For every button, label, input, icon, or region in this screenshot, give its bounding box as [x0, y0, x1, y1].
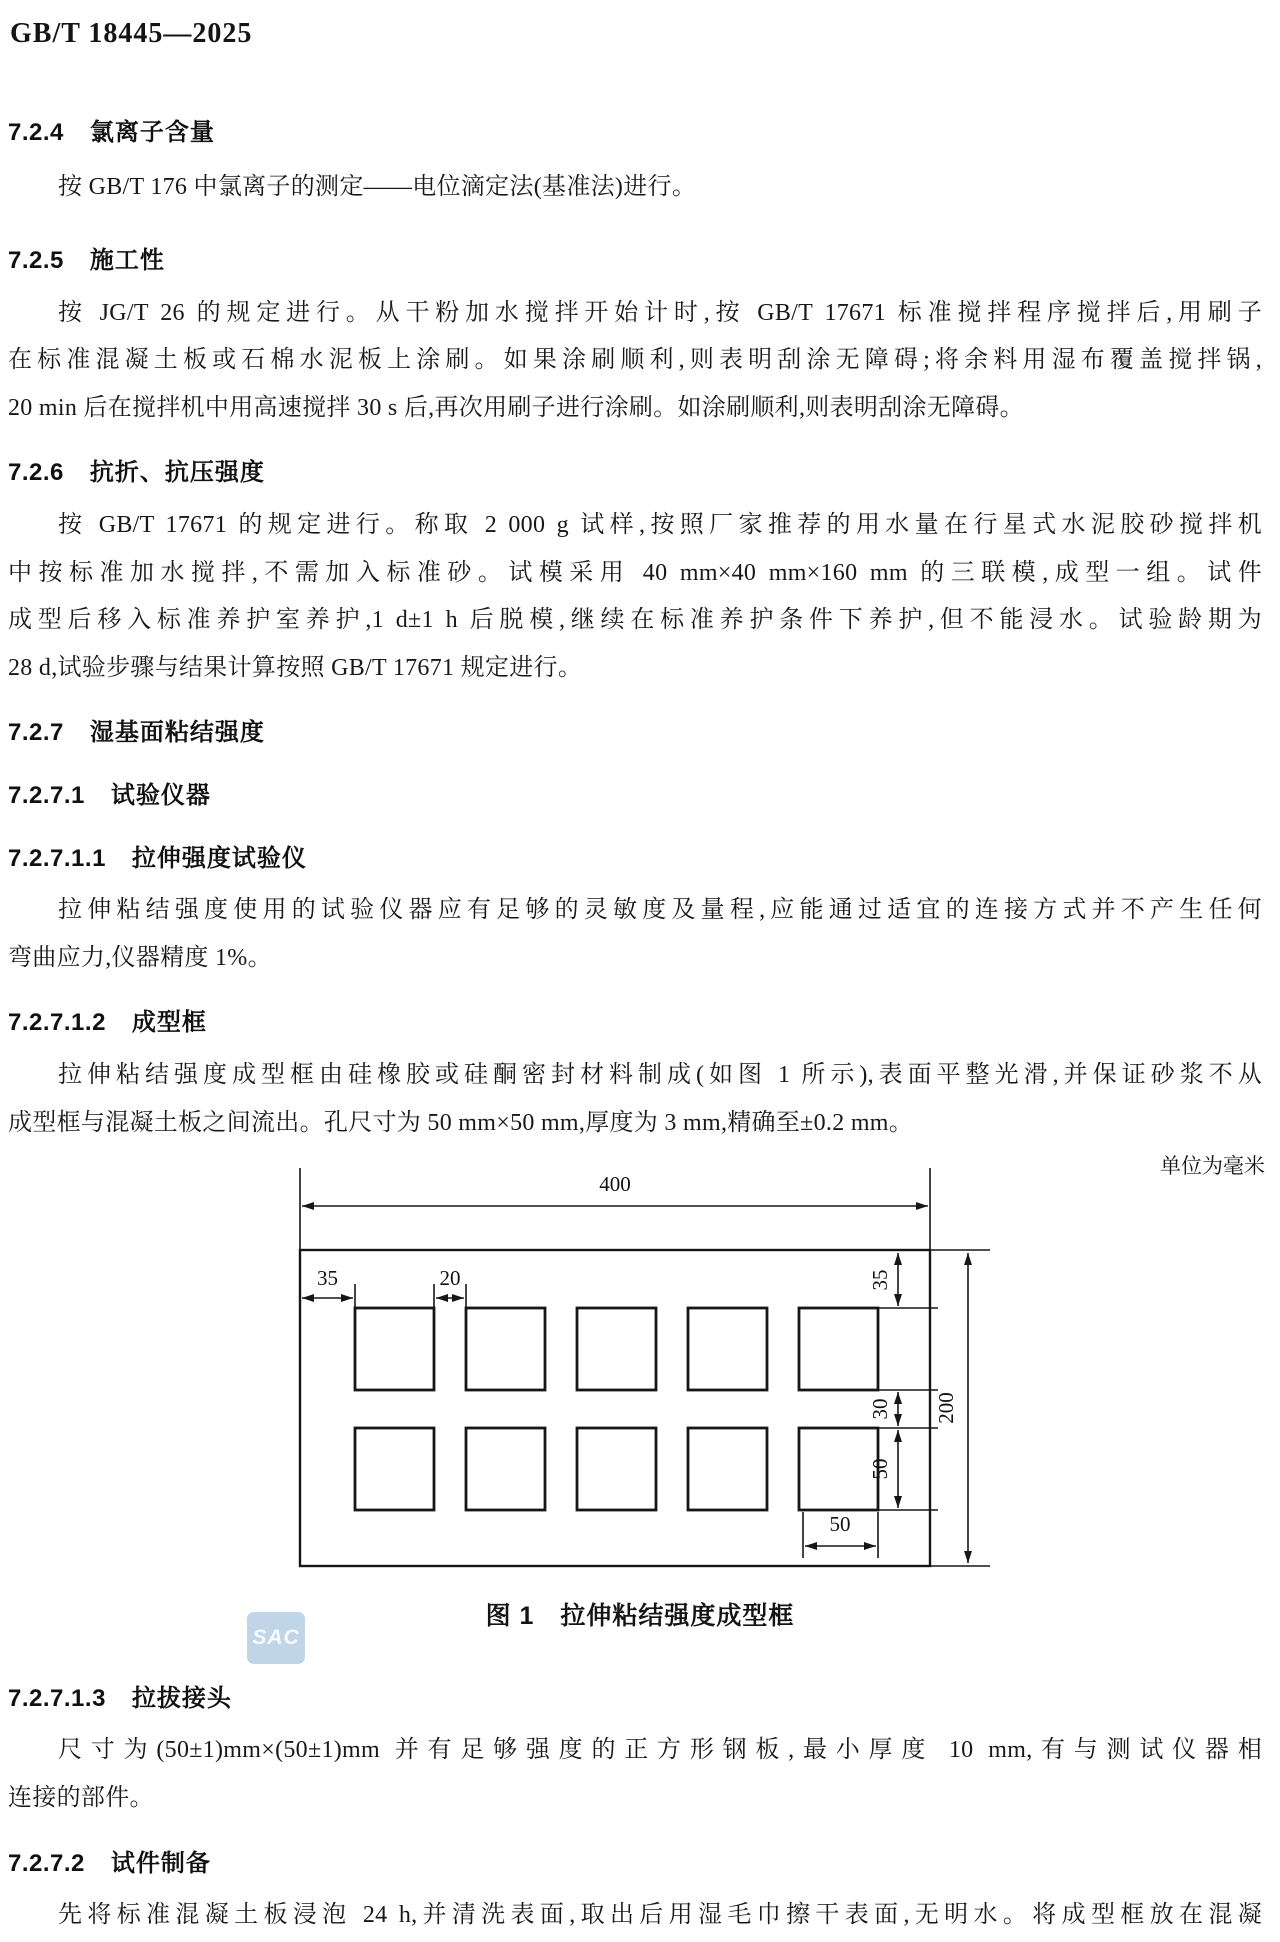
body-line: 先将标准混凝土板浸泡 24 h,并清洗表面,取出后用湿毛巾擦干表面,无明水。将成型框放在混凝: [58, 1902, 1262, 1928]
clause-heading: [8, 838, 307, 873]
figure-caption-title: 拉伸粘结强度成型框: [560, 1602, 795, 1630]
clause-number: 7.2.7.1.2: [8, 1009, 106, 1036]
clause-title: 施工性: [89, 247, 165, 274]
figure-caption-number: 图 1: [485, 1602, 535, 1630]
clause-heading: [8, 1843, 211, 1878]
mortar-hole: [799, 1428, 878, 1510]
dim-label-hole-width: 50: [829, 1512, 851, 1536]
clause-heading: [8, 712, 265, 747]
body-line: 按 GB/T 17671 的规定进行。称取 2 000 g 试样,按照厂家推荐的用水量在行星式水泥胶砂搅拌机: [58, 512, 1262, 538]
forming-frame-diagram: [0, 1140, 1280, 1640]
clause-number: 7.2.5: [8, 247, 64, 274]
body-line: 20 min 后在搅拌机中用高速搅拌 30 s 后,再次用刷子进行涂刷。如涂刷顺利,则表明刮涂无障碍。: [8, 395, 1024, 421]
clause-title: 成型框: [131, 1009, 207, 1036]
dim-label-plate-width: 400: [599, 1172, 631, 1196]
dim-label-left-margin: 35: [317, 1266, 338, 1290]
clause-number: 7.2.6: [8, 459, 64, 486]
figure-unit-note: 单位为毫米: [1160, 1154, 1265, 1178]
dim-label-plate-height: 200: [934, 1392, 958, 1424]
clause-number: 7.2.7.1.3: [8, 1685, 106, 1712]
clause-title: 试件制备: [110, 1850, 211, 1877]
body-line: 成型框与混凝土板之间流出。孔尺寸为 50 mm×50 mm,厚度为 3 mm,精确至±0.2 mm。: [8, 1110, 914, 1136]
mortar-hole: [688, 1428, 767, 1510]
clause-number: 7.2.7.1.1: [8, 845, 106, 872]
body-line: 按 GB/T 176 中氯离子的测定——电位滴定法(基准法)进行。: [58, 174, 697, 200]
dim-label-hole-height: 50: [868, 1458, 892, 1480]
body-line: 在标准混凝土板或石棉水泥板上涂刷。如果涂刷顺利,则表明刮涂无障碍;将余料用湿布覆盖搅拌锅,: [8, 347, 1262, 373]
body-line: 按 JG/T 26 的规定进行。从干粉加水搅拌开始计时,按 GB/T 17671 标准搅拌程序搅拌后,用刷子: [58, 300, 1262, 326]
mortar-hole: [577, 1428, 656, 1510]
mortar-hole: [799, 1308, 878, 1390]
clause-title: 试验仪器: [110, 782, 211, 809]
clause-heading: [8, 775, 211, 810]
clause-title: 湿基面粘结强度: [89, 719, 265, 746]
mortar-holes-group: [355, 1308, 878, 1510]
dim-label-row-spacing: 30: [868, 1398, 892, 1420]
figure-caption: [0, 1596, 1280, 1632]
clause-heading: [8, 452, 265, 487]
clause-heading: [8, 112, 215, 147]
clause-heading: [8, 1678, 232, 1713]
standard-number-header: GB/T 18445—2025: [10, 18, 253, 49]
dim-label-hole-spacing: 20: [439, 1266, 461, 1290]
clause-title: 氯离子含量: [89, 119, 215, 146]
clause-number: 7.2.7: [8, 719, 64, 746]
mortar-hole: [355, 1428, 434, 1510]
clause-heading: [8, 240, 165, 275]
sac-watermark-logo: SAC: [247, 1612, 305, 1664]
body-line: 弯曲应力,仪器精度 1%。: [8, 945, 272, 971]
body-line: 中按标准加水搅拌,不需加入标准砂。试模采用 40 mm×40 mm×160 mm 的三联模,成型一组。试件: [8, 560, 1262, 586]
clause-title: 抗折、抗压强度: [89, 459, 265, 486]
body-line: 成型后移入标准养护室养护,1 d±1 h 后脱模,继续在标准养护条件下养护,但不能浸水。试验龄期为: [8, 607, 1262, 633]
clause-number: 7.2.7.2: [8, 1850, 85, 1877]
body-line: 28 d,试验步骤与结果计算按照 GB/T 17671 规定进行。: [8, 655, 583, 681]
clause-title: 拉拔接头: [131, 1685, 232, 1712]
mortar-hole: [466, 1428, 545, 1510]
mortar-hole: [577, 1308, 656, 1390]
body-line: 拉伸粘结强度成型框由硅橡胶或硅酮密封材料制成(如图 1 所示),表面平整光滑,并保证砂浆不从: [58, 1062, 1262, 1088]
mortar-hole: [688, 1308, 767, 1390]
clause-title: 拉伸强度试验仪: [131, 845, 307, 872]
body-line: 拉伸粘结强度使用的试验仪器应有足够的灵敏度及量程,应能通过适宜的连接方式并不产生任何: [58, 897, 1262, 923]
dim-label-top-margin: 35: [868, 1269, 892, 1291]
body-line: 尺寸为(50±1)mm×(50±1)mm 并有足够强度的正方形钢板,最小厚度 10 mm,有与测试仪器相: [58, 1737, 1262, 1763]
mortar-hole: [355, 1308, 434, 1390]
clause-number: 7.2.7.1: [8, 782, 85, 809]
mortar-hole: [466, 1308, 545, 1390]
body-line: 连接的部件。: [8, 1785, 154, 1811]
clause-number: 7.2.4: [8, 119, 64, 146]
clause-heading: [8, 1002, 207, 1037]
